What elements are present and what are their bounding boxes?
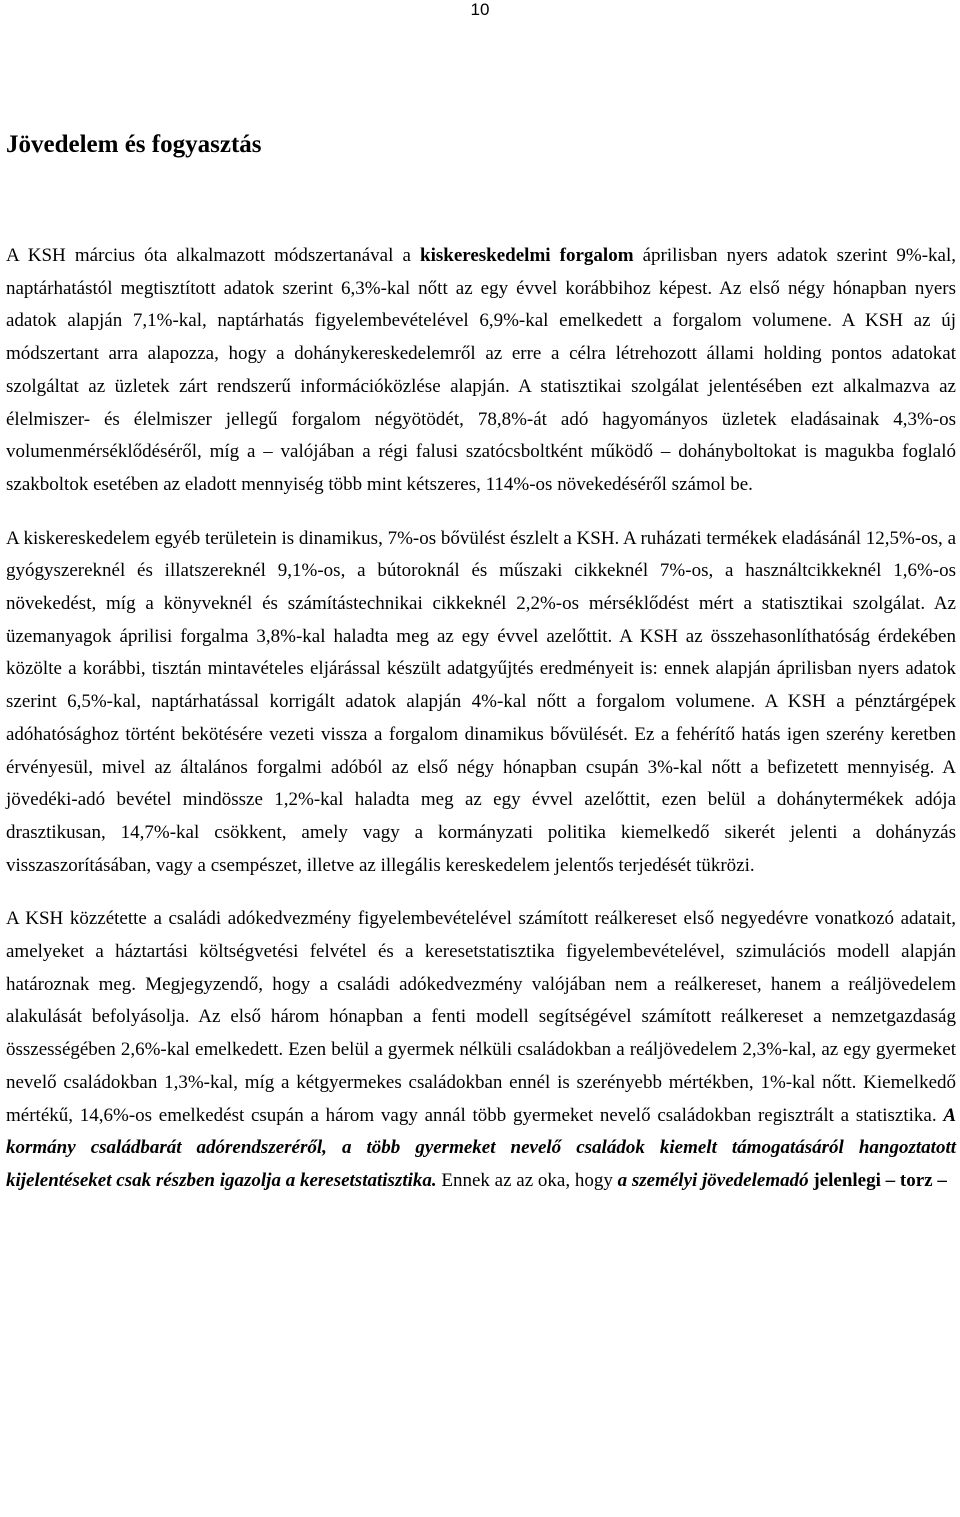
para1-text-2: áprilisban nyers adatok szerint 9%-kal, naptárhatástól megtisztított adatok szerint 6,3%-kal nőtt az egy évvel korábbihoz képest. Az első négy hónapban nyers adatok alapján 7,1%-kal, naptárhatás figyelembevételével 6,9%-kal emelkedett a forgalom volumene. A KSH az új módszertant arra alapozza, hogy a dohánykereskedelemről az erre a célra létrehozott állami holding pontos adatokat szolgáltat az üzletek zárt rendszerű információközlése alapján. A statisztikai szolgálat jelentésében ezt alkalmazva az élelmiszer- és élelmiszer jellegű forgalom négyötödét, 78,8%-át adó hagyományos üzletek eladásainak 4,3%-os volumenmérséklődéséről, míg a – valójában a régi falusi szatócsboltként működő – dohányboltokat is magukba foglaló szakboltok esetében az eladott mennyiség több mint kétszeres, 114%-os növekedéséről számol be. <box>6 245 957 495</box>
section-heading: Jövedelem és fogyasztás <box>6 131 262 158</box>
para3-emphasis-2: a személyi jövedelemadó <box>617 1169 809 1191</box>
para3-text-2: Ennek az az oka, hogy <box>436 1169 618 1191</box>
para3-emphasis-1: A kormány családbarát adórendszeréről, a több gyermeket nevelő családok kiemelt támogatásáról hangoztatott kijelentéseket csak részben igazolja a keresetstatisztika. <box>6 1104 956 1191</box>
paragraph-real-wages <box>6 903 956 1197</box>
para3-bold-phrase: jelenlegi – torz – <box>813 1169 947 1191</box>
body-text <box>6 240 956 1219</box>
paragraph-retail-trade <box>6 240 956 502</box>
paragraph-other-retail: A kiskereskedelem egyéb területein is dinamikus, 7%-os bővülést észlelt a KSH. A ruházati termékek eladásánál 12,5%-os, a gyógyszereknél és illatszereknél 9,1%-os, a bútoroknál és műszaki cikkeknél 7%-os, a használtcikkeknél 1,6%-os növekedést, míg a könyveknél és számítástechnikai cikkeknél 2,2%-os mérséklődést mért a statisztikai szolgálat. Az üzemanyagok áprilisi forgalma 3,8%-kal haladta meg az egy évvel azelőttit. A KSH az összehasonlíthatóság érdekében közölte a korábbi, tisztán mintavételes eljárással készült adatgyűjtés eredményeit is: ennek alapján áprilisban nyers adatok szerint 6,5%-kal, naptárhatással korrigált adatok alapján 4%-kal nőtt a forgalom volumene. A KSH a pénztárgépek adóhatósághoz történt bekötésére vezeti vissza a forgalom dinamikus bővülését. Ez a fehérítő hatás igen szerény keretben érvényesül, mivel az általános forgalmi adóból az első négy hónapban csupán 3%-kal nőtt a befizetett mennyiség. A jövedéki-adó bevétel mindössze 1,2%-kal haladta meg az egy évvel azelőttit, ezen belül a dohánytermékek adója drasztikusan, 14,7%-kal csökkent, amely vagy a kormányzati politika kiemelkedő sikerét jelenti a dohányzás visszaszorításában, vagy a csempészet, illetve az illegális kereskedelem jelentős terjedését tükrözi. <box>6 527 956 876</box>
para3-text-1: A KSH közzétette a családi adókedvezmény figyelembevételével számított reálkereset első negyedévre vonatkozó adatait, amelyeket a háztartási költségvetési felvétel és a keresetstatisztika figyelembevételével, szimulációs modell alapján határoznak meg. Megjegyzendő, hogy a családi adókedvezmény valójában nem a reálkereset, hanem a reáljövedelem alakulását befolyásolja. Az első három hónapban a fenti modell segítségével számított reálkereset a nemzetgazdaság összességében 2,6%-kal emelkedett. Ezen belül a gyermek nélküli családokban a reáljövedelem 2,3%-kal, az egy gyermeket nevelő családokban 1,3%-kal, míg a kétgyermekes családokban ennél is szerényebb mértékben, 1%-kal nőtt. Kiemelkedő mértékű, 14,6%-os emelkedést csupán a három vagy annál több gyermeket nevelő családokban regisztrált a statisztika. <box>6 908 956 1126</box>
para1-bold-term: kiskereskedelmi forgalom <box>420 245 634 266</box>
page-number: 10 <box>470 0 490 19</box>
para1-text-1: A KSH március óta alkalmazott módszertanával a <box>6 245 421 266</box>
